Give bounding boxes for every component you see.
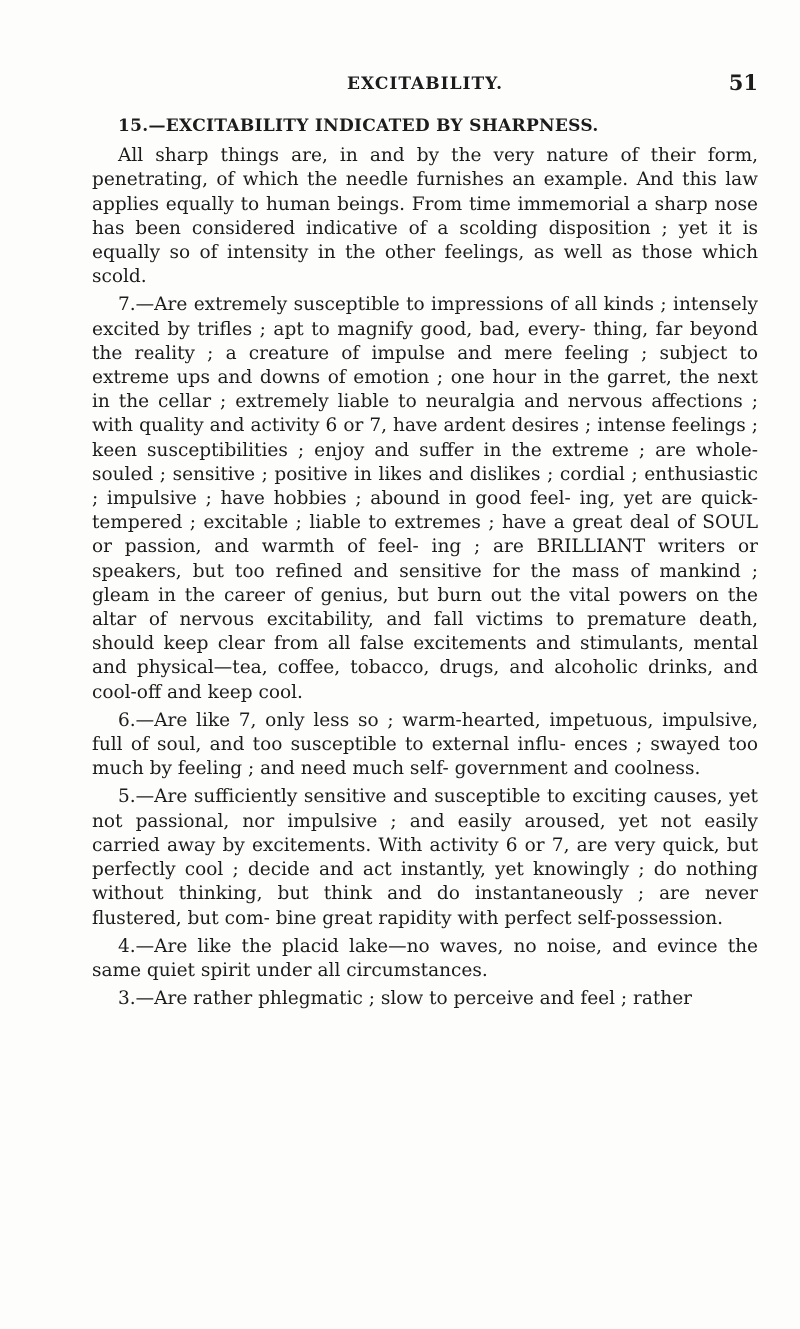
paragraph-degree-3: 3.—Are rather phlegmatic ; slow to perceive and feel ; rather [118,988,693,1010]
running-head [92,70,758,100]
page-body [92,114,758,1015]
paragraph-intro: All sharp things are, in and by the very nature of their form, penetrating, of which the needle furnishes an example. And this law applies equally to human beings. From time immemorial a sharp nose has been considered indicative of a scolding disposition ; yet it is equally so of intensity in the other feelings, as well as those which scold. [92,145,758,288]
page-number: 51 [728,70,758,95]
paragraph-degree-7: 7.—Are extremely susceptible to impressions of all kinds ; intensely excited by trifles ; apt to magnify good, bad, every- thing, far beyond the reality ; a creature of impulse and mere feeling ; subject to extreme ups and downs of emotion ; one hour in the garret, the next in the cellar ; extremely liable to neuralgia and nervous affections ; with quality and activity 6 or 7, have ardent desires ; intense feelings ; keen susceptibilities ; enjoy and suffer in the extreme ; are whole- souled ; sensitive ; positive in likes and dislikes ; cordial ; enthusiastic ; impulsive ; have hobbies ; abound in good feel- ing, yet are quick-tempered ; excitable ; liable to extremes ; have a great deal of SOUL or passion, and warmth of feel- ing ; are BRILLIANT writers or speakers, but too refined and sensitive for the mass of mankind ; gleam in the career of genius, but burn out the vital powers on the altar of nervous excitability, and fall victims to premature death, should keep clear from all false excitements and stimulants, mental and physical—tea, coffee, tobacco, drugs, and alcoholic drinks, and cool-off and keep cool. [92,294,758,703]
section-heading: 15.—EXCITABILITY INDICATED BY SHARPNESS. [118,116,599,136]
paragraph-degree-6: 6.—Are like 7, only less so ; warm-hearted, impetuous, impulsive, full of soul, and too susceptible to external influ- ences ; swayed too much by feeling ; and need much self- government and coolness. [92,709,758,780]
paragraph-degree-4: 4.—Are like the placid lake—no waves, no noise, and evince the same quiet spirit under all circumstances. [92,935,758,981]
running-title: EXCITABILITY. [347,74,503,94]
paragraph-degree-5: 5.—Are sufficiently sensitive and susceptible to exciting causes, yet not passional, nor impulsive ; and easily aroused, yet not easily carried away by excitements. With activity 6 or 7, are very quick, but perfectly cool ; decide and act instantly, yet knowingly ; do nothing without thinking, but think and do instantaneously ; are never flustered, but com- bine great rapidity with perfect self-possession. [92,786,758,929]
